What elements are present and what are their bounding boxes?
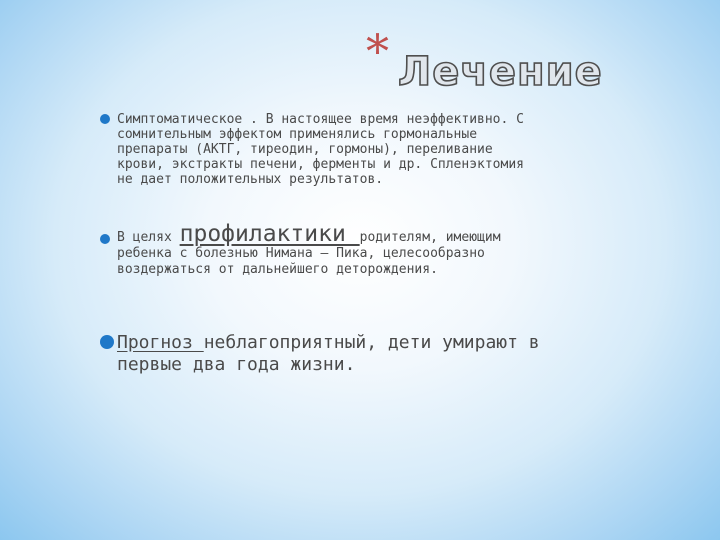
suffix-text: неблагоприятный, дети умирают в <box>203 332 540 353</box>
suffix-text: родителям, имеющим <box>359 230 501 245</box>
highlight-text: профилактики <box>179 221 360 247</box>
text-line <box>117 221 501 247</box>
text-line <box>117 332 540 354</box>
text-line: крови, экстракты печени, ферменты и др. Спленэктомия <box>117 157 524 172</box>
text-line: первые два года жизни. <box>117 354 356 375</box>
text-line: Симптоматическое . В настоящее время неэффективно. С <box>117 112 524 127</box>
text-line: не дает положительных результатов. <box>117 172 384 187</box>
text-line: воздержаться от дальнейшего деторождения. <box>117 262 438 277</box>
bullet-icon <box>100 234 110 244</box>
bullet-text <box>117 112 524 187</box>
bullet-icon <box>100 114 110 124</box>
text-line: препараты (АКТГ, тиреодин, гормоны), переливание <box>117 142 493 157</box>
bullet-text <box>117 221 501 278</box>
bullet-text <box>117 332 540 376</box>
text-line: сомнительным эффектом применялись гормональные <box>117 127 478 142</box>
text-line: ребенка с болезнью Нимана — Пика, целесообразно <box>117 246 485 261</box>
highlight-text: Прогноз <box>117 332 204 353</box>
bullet-icon <box>100 335 114 349</box>
prefix-text: В целях <box>117 230 180 245</box>
asterisk-icon: * <box>366 24 389 78</box>
slide-title: Лечение <box>398 49 603 95</box>
